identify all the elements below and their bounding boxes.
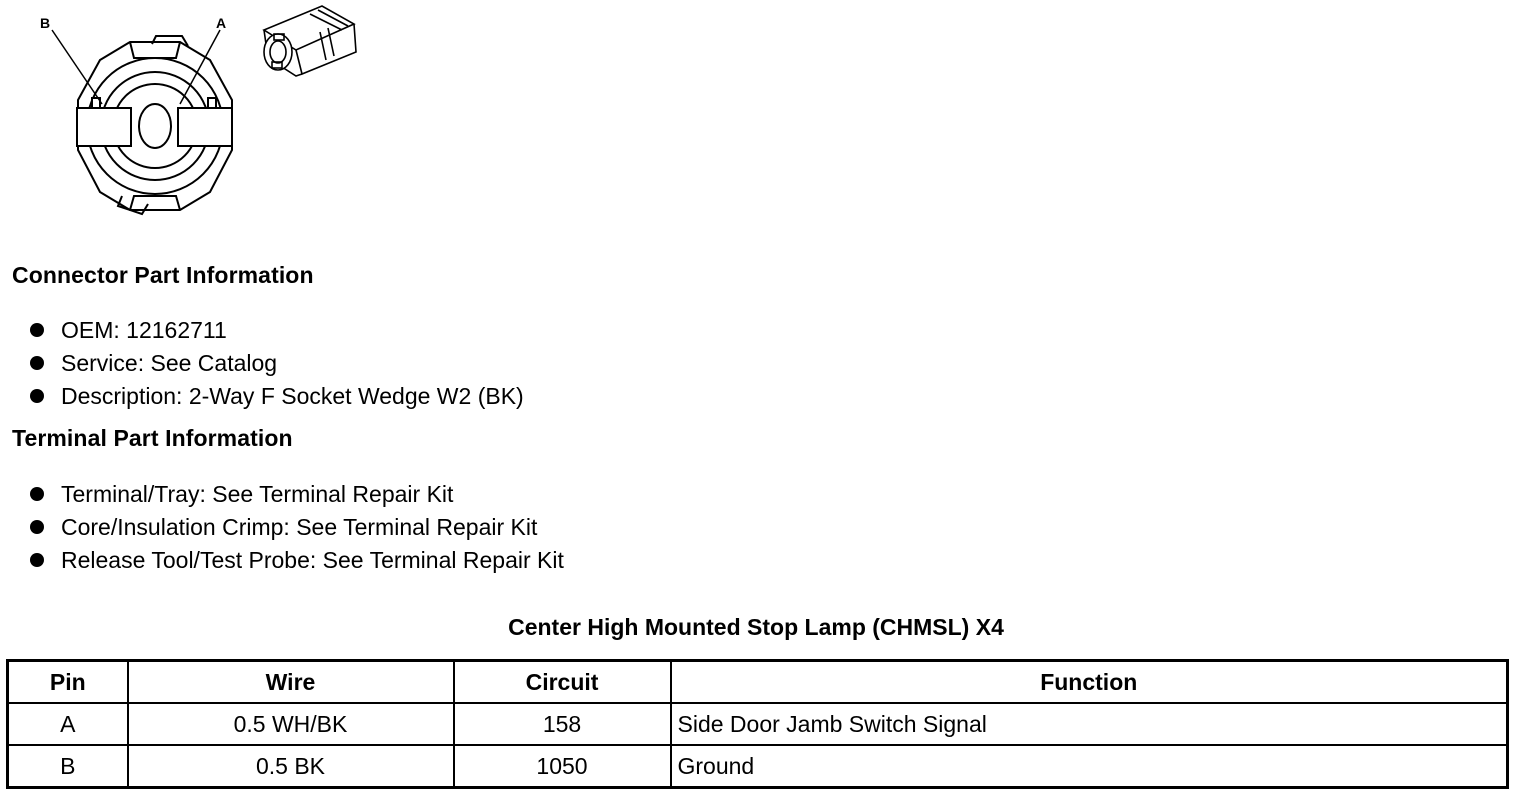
list-item: Release Tool/Test Probe: See Terminal Repair Kit xyxy=(30,544,564,577)
table-header-row xyxy=(8,661,1508,704)
pin-label-b: B xyxy=(40,15,51,31)
connector-info-list xyxy=(30,314,524,413)
bullet-icon xyxy=(30,323,44,337)
table-row xyxy=(8,745,1508,788)
column-header-pin: Pin xyxy=(8,661,128,704)
list-item: OEM: 12162711 xyxy=(30,314,524,347)
function-cell: Ground xyxy=(671,745,1508,788)
bullet-icon xyxy=(30,389,44,403)
terminal-info-heading: Terminal Part Information xyxy=(12,425,293,451)
wire-cell: 0.5 BK xyxy=(128,745,454,788)
list-item: Terminal/Tray: See Terminal Repair Kit xyxy=(30,478,564,511)
bullet-icon xyxy=(30,520,44,534)
column-header-wire: Wire xyxy=(128,661,454,704)
list-item: Core/Insulation Crimp: See Terminal Repair Kit xyxy=(30,511,564,544)
column-header-circuit: Circuit xyxy=(454,661,671,704)
circuit-cell: 1050 xyxy=(454,745,671,788)
column-header-function: Function xyxy=(671,661,1508,704)
pin-cell: A xyxy=(8,703,128,745)
bullet-icon xyxy=(30,487,44,501)
bullet-icon xyxy=(30,356,44,370)
connector-illustration xyxy=(30,0,370,225)
pin-cell: B xyxy=(8,745,128,788)
table-title: Center High Mounted Stop Lamp (CHMSL) X4 xyxy=(508,614,1004,640)
circuit-cell: 158 xyxy=(454,703,671,745)
terminal-info-list xyxy=(30,478,564,577)
bullet-icon xyxy=(30,553,44,567)
function-cell: Side Door Jamb Switch Signal xyxy=(671,703,1508,745)
connector-info-heading: Connector Part Information xyxy=(12,262,314,288)
pin-table xyxy=(6,659,1509,789)
list-item: Service: See Catalog xyxy=(30,347,524,380)
leader-line-b xyxy=(52,30,102,104)
wire-cell: 0.5 WH/BK xyxy=(128,703,454,745)
connector-isometric-icon xyxy=(264,6,356,76)
table-row xyxy=(8,703,1508,745)
pin-label-a: A xyxy=(216,15,227,31)
list-item: Description: 2-Way F Socket Wedge W2 (BK) xyxy=(30,380,524,413)
